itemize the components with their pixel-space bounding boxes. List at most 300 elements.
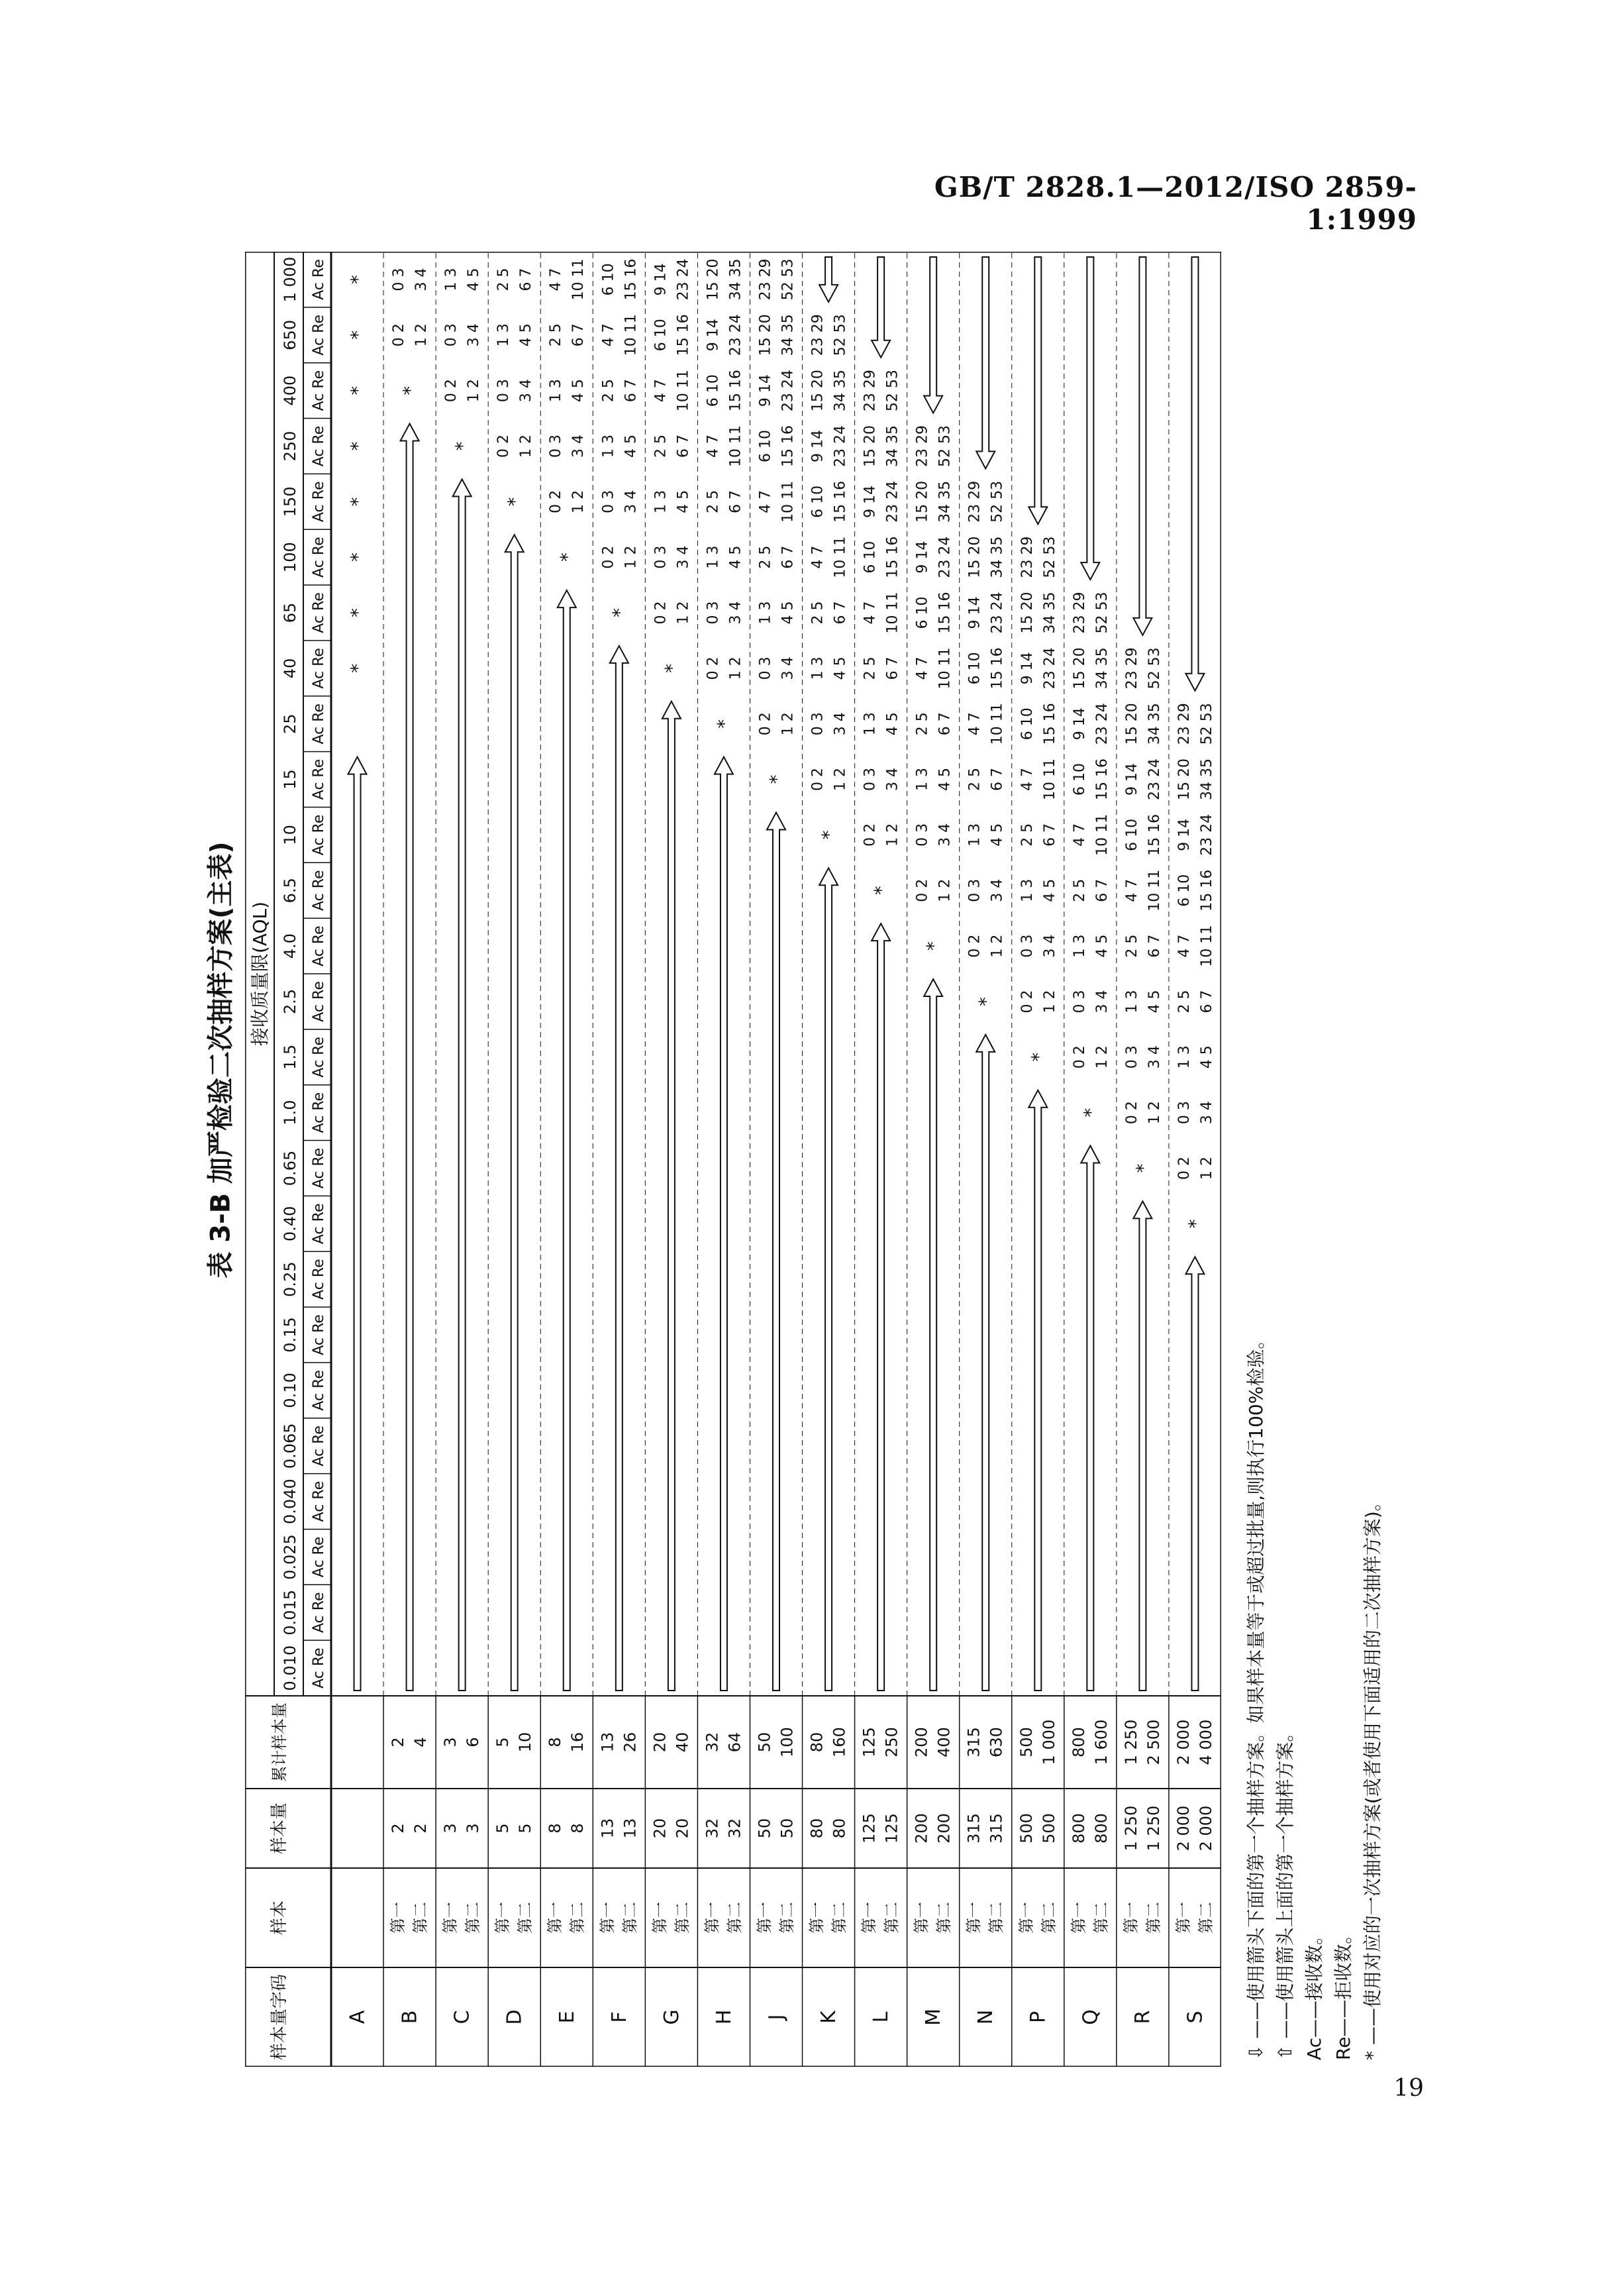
plan-second: 4 5: [675, 490, 692, 513]
plan-second: 23 24: [779, 370, 797, 412]
plan-first: 4 7: [548, 268, 565, 291]
plan-first: 4 7: [652, 379, 670, 403]
row-code-Q: Q: [1079, 2009, 1103, 2025]
row-cumulative-size: 4 000: [1196, 1719, 1215, 1765]
plan-first: 4 7: [809, 545, 826, 569]
row-code-K: K: [817, 2010, 841, 2024]
plan-first: 0 2: [862, 823, 879, 847]
row-sample-label: 第二: [934, 1902, 954, 1934]
row-sample-label: 第二: [830, 1902, 849, 1934]
plan-second: 3 4: [518, 379, 535, 403]
row-sample-label: 第一: [389, 1902, 408, 1934]
reject-star: *: [346, 663, 369, 673]
aql-group-label: 接收质量限(AQL): [249, 901, 271, 1047]
plan-second: 23 24: [884, 480, 901, 523]
row-cumulative-size: 8: [546, 1737, 565, 1748]
plan-second: 23 24: [1093, 703, 1111, 745]
row-code-E: E: [555, 2010, 579, 2024]
plan-first: 9 14: [809, 429, 826, 462]
arrow-down-icon: [976, 1035, 995, 1691]
plan-first: 23 29: [1175, 703, 1193, 745]
plan-second: 4 5: [623, 434, 640, 458]
plan-second: 34 35: [1198, 758, 1215, 801]
plan-first: 4 7: [1123, 878, 1140, 902]
plan-first: 0 2: [1123, 1101, 1140, 1125]
plan-first: 0 2: [705, 656, 722, 680]
plan-first: 6 10: [809, 485, 826, 518]
table-body: [245, 252, 1221, 2067]
plan-first: 6 10: [966, 652, 983, 685]
plan-first: 23 29: [966, 480, 983, 523]
row-sample-size: 5: [516, 1823, 535, 1834]
row-code-N: N: [974, 2009, 998, 2025]
acre-label-15: Ac Re: [311, 814, 327, 856]
row-sample-label: 第一: [807, 1902, 826, 1934]
plan-first: 1 3: [495, 323, 513, 347]
plan-second: 3 4: [1093, 990, 1111, 1014]
reject-star: *: [975, 996, 997, 1006]
row-sample-label: 第二: [516, 1902, 535, 1934]
plan-first: 0 3: [652, 545, 670, 569]
aql-level-14: 6.5: [281, 878, 299, 904]
plan-second: 15 16: [675, 314, 692, 356]
row-cumulative-size: 50: [755, 1732, 774, 1753]
row-cumulative-size: 160: [830, 1727, 849, 1757]
aql-level-23: 400: [281, 375, 299, 406]
plan-second: 52 53: [1041, 536, 1058, 578]
plan-first: 4 7: [600, 323, 617, 347]
arrow-down-icon: [401, 424, 419, 1691]
plan-first: 0 3: [809, 712, 826, 736]
plan-first: 0 2: [1019, 990, 1036, 1014]
plan-second: 34 35: [832, 370, 849, 412]
plan-first: 2 5: [1175, 990, 1193, 1014]
reject-star: *: [346, 497, 369, 507]
plan-second: 4 5: [1146, 990, 1163, 1014]
plan-first: 4 7: [705, 434, 722, 458]
aql-level-0: 0.010: [281, 1645, 299, 1691]
row-sample-size: 2: [411, 1823, 430, 1834]
acre-label-8: Ac Re: [311, 1203, 327, 1245]
plan-first: 0 2: [757, 712, 774, 736]
acre-label-11: Ac Re: [311, 1036, 327, 1078]
plan-second: 15 16: [1198, 869, 1215, 912]
plan-second: 23 24: [832, 425, 849, 467]
plan-first: 0 2: [1175, 1156, 1193, 1180]
plan-first: 2 5: [809, 601, 826, 625]
row-code-R: R: [1131, 2010, 1155, 2024]
plan-first: 2 5: [652, 434, 670, 458]
plan-second: 3 4: [570, 434, 587, 458]
row-sample-size: 50: [777, 1818, 797, 1839]
plan-first: 6 10: [862, 541, 879, 574]
plan-second: 52 53: [1146, 647, 1163, 690]
plan-second: 34 35: [884, 425, 901, 467]
table-title: [182, 662, 255, 1457]
plan-second: 15 16: [623, 258, 640, 301]
plan-second: 15 16: [1093, 758, 1111, 801]
plan-first: 6 10: [757, 429, 774, 462]
plan-first: 1 3: [862, 712, 879, 736]
header-size-label: 样本量: [270, 1802, 289, 1855]
acre-label-24: Ac Re: [311, 314, 327, 356]
arrow-up-icon: [1081, 257, 1099, 580]
row-sample-size: 500: [1039, 1813, 1058, 1844]
reject-star: *: [399, 386, 421, 395]
plan-second: 10 11: [936, 647, 954, 690]
row-sample-size: 13: [598, 1818, 617, 1839]
plan-first: 4 7: [862, 601, 879, 625]
plan-first: 1 3: [966, 823, 983, 847]
plan-first: 0 3: [862, 768, 879, 792]
plan-second: 34 35: [1093, 647, 1111, 690]
aql-level-6: 0.15: [281, 1317, 299, 1353]
arrow-up-icon: [819, 257, 838, 302]
plan-first: 9 14: [652, 263, 670, 296]
acre-label-7: Ac Re: [311, 1259, 327, 1300]
row-cumulative-size: 16: [568, 1732, 587, 1753]
plan-second: 1 2: [1198, 1156, 1215, 1180]
plan-second: 3 4: [413, 268, 430, 291]
arrow-down-icon: [767, 812, 785, 1691]
reject-star: *: [503, 497, 526, 507]
plan-second: 10 11: [570, 258, 587, 301]
acre-label-3: Ac Re: [311, 1481, 327, 1522]
arrow-up-icon: [1028, 257, 1047, 524]
arrow-down-icon: [505, 535, 524, 1691]
acre-label-14: Ac Re: [311, 870, 327, 912]
acre-label-16: Ac Re: [311, 758, 327, 800]
acre-label-4: Ac Re: [311, 1425, 327, 1467]
row-sample-size: 1 250: [1144, 1805, 1163, 1852]
plan-first: 1 3: [652, 490, 670, 513]
plan-first: 23 29: [757, 258, 774, 301]
plan-second: 15 16: [989, 647, 1006, 690]
plan-second: 1 2: [518, 434, 535, 458]
plan-second: 1 2: [832, 768, 849, 792]
plan-first: 0 2: [495, 434, 513, 458]
aql-level-9: 0.65: [281, 1150, 299, 1186]
plan-second: 3 4: [779, 656, 797, 680]
plan-second: 6 7: [884, 656, 901, 680]
header-code-label: 样本量字码: [270, 1973, 289, 2061]
plan-second: 4 5: [1093, 934, 1111, 958]
row-sample-label: 第一: [964, 1902, 983, 1934]
row-code-L: L: [870, 2011, 893, 2023]
row-sample-label: 第二: [621, 1902, 640, 1934]
plan-second: 4 5: [1198, 1045, 1215, 1069]
plan-second: 23 24: [1146, 758, 1163, 801]
plan-second: 52 53: [989, 480, 1006, 523]
plan-first: 9 14: [1071, 707, 1088, 741]
aql-level-16: 15: [281, 769, 299, 790]
row-sample-size: 800: [1091, 1813, 1111, 1844]
row-sample-label: 第一: [1017, 1902, 1036, 1934]
plan-first: 2 5: [966, 768, 983, 792]
plan-first: 6 10: [652, 319, 670, 352]
aql-level-11: 1.5: [281, 1044, 299, 1070]
plan-second: 6 7: [1198, 990, 1215, 1014]
row-sample-size: 32: [725, 1818, 744, 1839]
reject-star: *: [346, 386, 369, 395]
acre-label-6: Ac Re: [311, 1314, 327, 1355]
row-code-M: M: [922, 2009, 946, 2026]
row-code-A: A: [346, 2010, 370, 2024]
row-sample-size: 125: [860, 1813, 879, 1844]
row-sample-size: 3: [464, 1823, 483, 1834]
arrow-up-icon: [872, 257, 890, 358]
aql-level-19: 65: [281, 602, 299, 623]
arrow-down-icon: [662, 702, 681, 1691]
row-sample-size: 8: [546, 1823, 565, 1834]
reject-star: *: [818, 830, 840, 840]
aql-level-7: 0.25: [281, 1261, 299, 1297]
plan-second: 3 4: [832, 712, 849, 736]
plan-first: 0 2: [443, 379, 460, 403]
plan-second: 34 35: [727, 258, 744, 301]
row-cumulative-size: 40: [673, 1732, 692, 1753]
row-cumulative-size: 80: [807, 1732, 826, 1753]
row-sample-size: 32: [703, 1818, 722, 1839]
row-sample-size: 20: [673, 1818, 692, 1839]
row-sample-label: 第一: [860, 1902, 879, 1934]
row-cumulative-size: 1 000: [1039, 1719, 1058, 1765]
row-sample-label: 第二: [1144, 1902, 1163, 1934]
plan-second: 52 53: [1198, 703, 1215, 745]
plan-first: 6 10: [705, 374, 722, 407]
row-cumulative-size: 6: [464, 1737, 483, 1748]
plan-first: 9 14: [1175, 818, 1193, 851]
plan-first: 0 3: [548, 434, 565, 458]
plan-first: 15 20: [705, 258, 722, 301]
aql-level-4: 0.065: [281, 1423, 299, 1469]
plan-second: 34 35: [936, 480, 954, 523]
plan-second: 4 5: [989, 823, 1006, 847]
row-code-J: J: [765, 2014, 788, 2020]
arrow-down-icon: [1028, 1090, 1047, 1691]
reject-star: *: [923, 941, 945, 951]
plan-first: 0 2: [809, 768, 826, 792]
plan-first: 9 14: [862, 485, 879, 518]
footnote-4: * ——使用对应的一次抽样方案(或者使用下面适用的二次抽样方案)。: [1362, 1492, 1383, 2060]
plan-second: 6 7: [779, 545, 797, 569]
plan-first: 9 14: [1019, 652, 1036, 685]
plan-second: 52 53: [832, 314, 849, 356]
plan-first: 23 29: [809, 314, 826, 356]
plan-second: 6 7: [989, 768, 1006, 792]
plan-first: 6 10: [1019, 707, 1036, 741]
plan-second: 15 16: [884, 536, 901, 578]
plan-first: 0 2: [391, 323, 408, 347]
plan-first: 1 3: [548, 379, 565, 403]
footnote-1: ⇧ ——使用箭头上面的第一个抽样方案。: [1274, 1723, 1296, 2060]
plan-first: 0 2: [966, 934, 983, 958]
plan-second: 3 4: [1198, 1101, 1215, 1125]
aql-level-10: 1.0: [281, 1100, 299, 1125]
arrow-down-icon: [819, 868, 838, 1691]
plan-second: 6 7: [675, 434, 692, 458]
reject-star: *: [608, 608, 630, 617]
plan-first: 23 29: [914, 425, 931, 467]
row-sample-label: 第一: [650, 1902, 670, 1934]
plan-second: 23 24: [989, 592, 1006, 634]
plan-first: 0 3: [443, 323, 460, 347]
plan-first: 0 3: [600, 490, 617, 513]
plan-second: 3 4: [989, 878, 1006, 902]
footnote-0: ⇩ ——使用箭头下面的第一个抽样方案。如果样本量等于或超过批量,则执行100%检验。: [1245, 1330, 1267, 2060]
acre-label-12: Ac Re: [311, 981, 327, 1022]
plan-second: 1 2: [727, 656, 744, 680]
row-sample-size: 125: [882, 1813, 901, 1844]
plan-first: 0 2: [914, 878, 931, 902]
header-cum-label: 累计样本量: [270, 1702, 289, 1782]
aql-level-12: 2.5: [281, 988, 299, 1015]
plan-second: 10 11: [1041, 758, 1058, 801]
plan-second: 23 24: [1041, 647, 1058, 690]
plan-first: 1 3: [914, 768, 931, 792]
arrow-down-icon: [348, 757, 367, 1691]
plan-second: 10 11: [675, 370, 692, 412]
row-cumulative-size: 100: [777, 1727, 797, 1757]
acre-label-20: Ac Re: [311, 537, 327, 578]
acre-label-25: Ac Re: [311, 259, 327, 300]
reject-star: *: [870, 886, 893, 896]
plan-first: 2 5: [1019, 823, 1036, 847]
plan-first: 1 3: [1123, 990, 1140, 1014]
plan-second: 6 7: [1093, 878, 1111, 902]
arrow-down-icon: [1081, 1146, 1099, 1691]
row-sample-size: 80: [830, 1818, 849, 1839]
reject-star: *: [346, 441, 369, 451]
plan-second: 4 5: [779, 601, 797, 625]
row-cumulative-size: 1 250: [1121, 1719, 1140, 1765]
reject-star: *: [1132, 1163, 1154, 1173]
plan-second: 23 24: [727, 314, 744, 356]
plan-first: 6 10: [1175, 874, 1193, 907]
aql-level-22: 250: [281, 431, 299, 462]
plan-second: 34 35: [779, 314, 797, 356]
plan-first: 0 3: [1175, 1101, 1193, 1125]
row-sample-size: 3: [441, 1823, 460, 1834]
plan-second: 3 4: [936, 823, 954, 847]
plan-second: 23 24: [1198, 813, 1215, 856]
plan-first: 0 3: [914, 823, 931, 847]
reject-star: *: [766, 774, 787, 784]
row-sample-label: 第二: [411, 1902, 430, 1934]
row-sample-label: 第二: [1196, 1902, 1215, 1934]
row-cumulative-size: 26: [621, 1732, 640, 1753]
row-cumulative-size: 5: [493, 1737, 513, 1748]
plan-second: 52 53: [884, 370, 901, 412]
plan-first: 2 5: [548, 323, 565, 347]
row-cumulative-size: 10: [516, 1732, 535, 1753]
plan-first: 4 7: [757, 490, 774, 513]
row-sample-label: 第一: [441, 1902, 460, 1934]
plan-second: 3 4: [1041, 934, 1058, 958]
footnote-3: Re——拒收数。: [1332, 1925, 1354, 2060]
aql-level-3: 0.040: [281, 1479, 299, 1524]
plan-first: 15 20: [1123, 703, 1140, 745]
plan-first: 9 14: [966, 596, 983, 629]
arrow-down-icon: [872, 923, 890, 1691]
row-cumulative-size: 250: [882, 1727, 901, 1757]
plan-second: 1 2: [570, 490, 587, 513]
plan-first: 2 5: [1123, 934, 1140, 958]
plan-first: 15 20: [914, 480, 931, 523]
page-number: 19: [1393, 2075, 1424, 2102]
row-cumulative-size: 200: [912, 1727, 931, 1757]
plan-second: 6 7: [1041, 823, 1058, 847]
arrow-down-icon: [453, 479, 472, 1691]
header-sample-label: 样本: [270, 1900, 289, 1936]
plan-first: 6 10: [914, 596, 931, 629]
plan-second: 3 4: [623, 490, 640, 513]
plan-first: 1 3: [1175, 1045, 1193, 1069]
plan-first: 1 3: [1019, 878, 1036, 902]
plan-first: 1 3: [1071, 934, 1088, 958]
plan-second: 15 16: [936, 592, 954, 634]
plan-second: 15 16: [1041, 703, 1058, 745]
plan-second: 10 11: [623, 314, 640, 356]
aql-level-2: 0.025: [281, 1534, 299, 1580]
plan-first: 0 3: [1123, 1045, 1140, 1069]
row-sample-size: 200: [934, 1813, 954, 1844]
plan-second: 10 11: [832, 536, 849, 578]
row-sample-label: 第二: [568, 1902, 587, 1934]
row-sample-size: 2 000: [1196, 1805, 1215, 1852]
plan-second: 1 2: [989, 934, 1006, 958]
arrow-down-icon: [924, 979, 942, 1691]
row-code-S: S: [1183, 2010, 1207, 2024]
aql-level-17: 25: [281, 713, 299, 734]
plan-second: 6 7: [570, 323, 587, 347]
aql-level-18: 40: [281, 658, 299, 679]
row-cumulative-size: 32: [703, 1732, 722, 1753]
plan-first: 0 3: [495, 379, 513, 403]
row-sample-size: 8: [568, 1823, 587, 1834]
plan-second: 1 2: [413, 323, 430, 347]
plan-first: 2 5: [862, 656, 879, 680]
row-sample-size: 5: [493, 1823, 513, 1834]
plan-second: 34 35: [1041, 592, 1058, 634]
row-sample-size: 800: [1069, 1813, 1088, 1844]
plan-first: 9 14: [757, 374, 774, 407]
plan-second: 1 2: [675, 601, 692, 625]
row-sample-size: 2 000: [1174, 1805, 1193, 1852]
reject-star: *: [1027, 1052, 1050, 1062]
acre-label-13: Ac Re: [311, 925, 327, 966]
plan-first: 4 7: [1019, 768, 1036, 792]
table-title-text: 表 3-B 加严检验二次抽样方案(主表): [205, 841, 236, 1278]
row-sample-label: 第一: [546, 1902, 565, 1934]
row-cumulative-size: 800: [1069, 1727, 1088, 1757]
arrow-down-icon: [610, 646, 628, 1691]
plan-first: 15 20: [1175, 758, 1193, 801]
row-sample-label: 第一: [493, 1902, 513, 1934]
plan-second: 10 11: [1093, 813, 1111, 856]
plan-second: 34 35: [989, 536, 1006, 578]
aql-level-25: 1 000: [281, 256, 299, 303]
plan-second: 52 53: [779, 258, 797, 301]
acre-label-5: Ac Re: [311, 1370, 327, 1411]
plan-second: 1 2: [1093, 1045, 1111, 1069]
plan-first: 1 3: [809, 656, 826, 680]
acre-label-2: Ac Re: [311, 1536, 327, 1578]
acre-label-22: Ac Re: [311, 425, 327, 467]
row-cumulative-size: 125: [860, 1727, 879, 1757]
plan-first: 0 3: [757, 656, 774, 680]
aql-level-15: 10: [281, 825, 299, 845]
